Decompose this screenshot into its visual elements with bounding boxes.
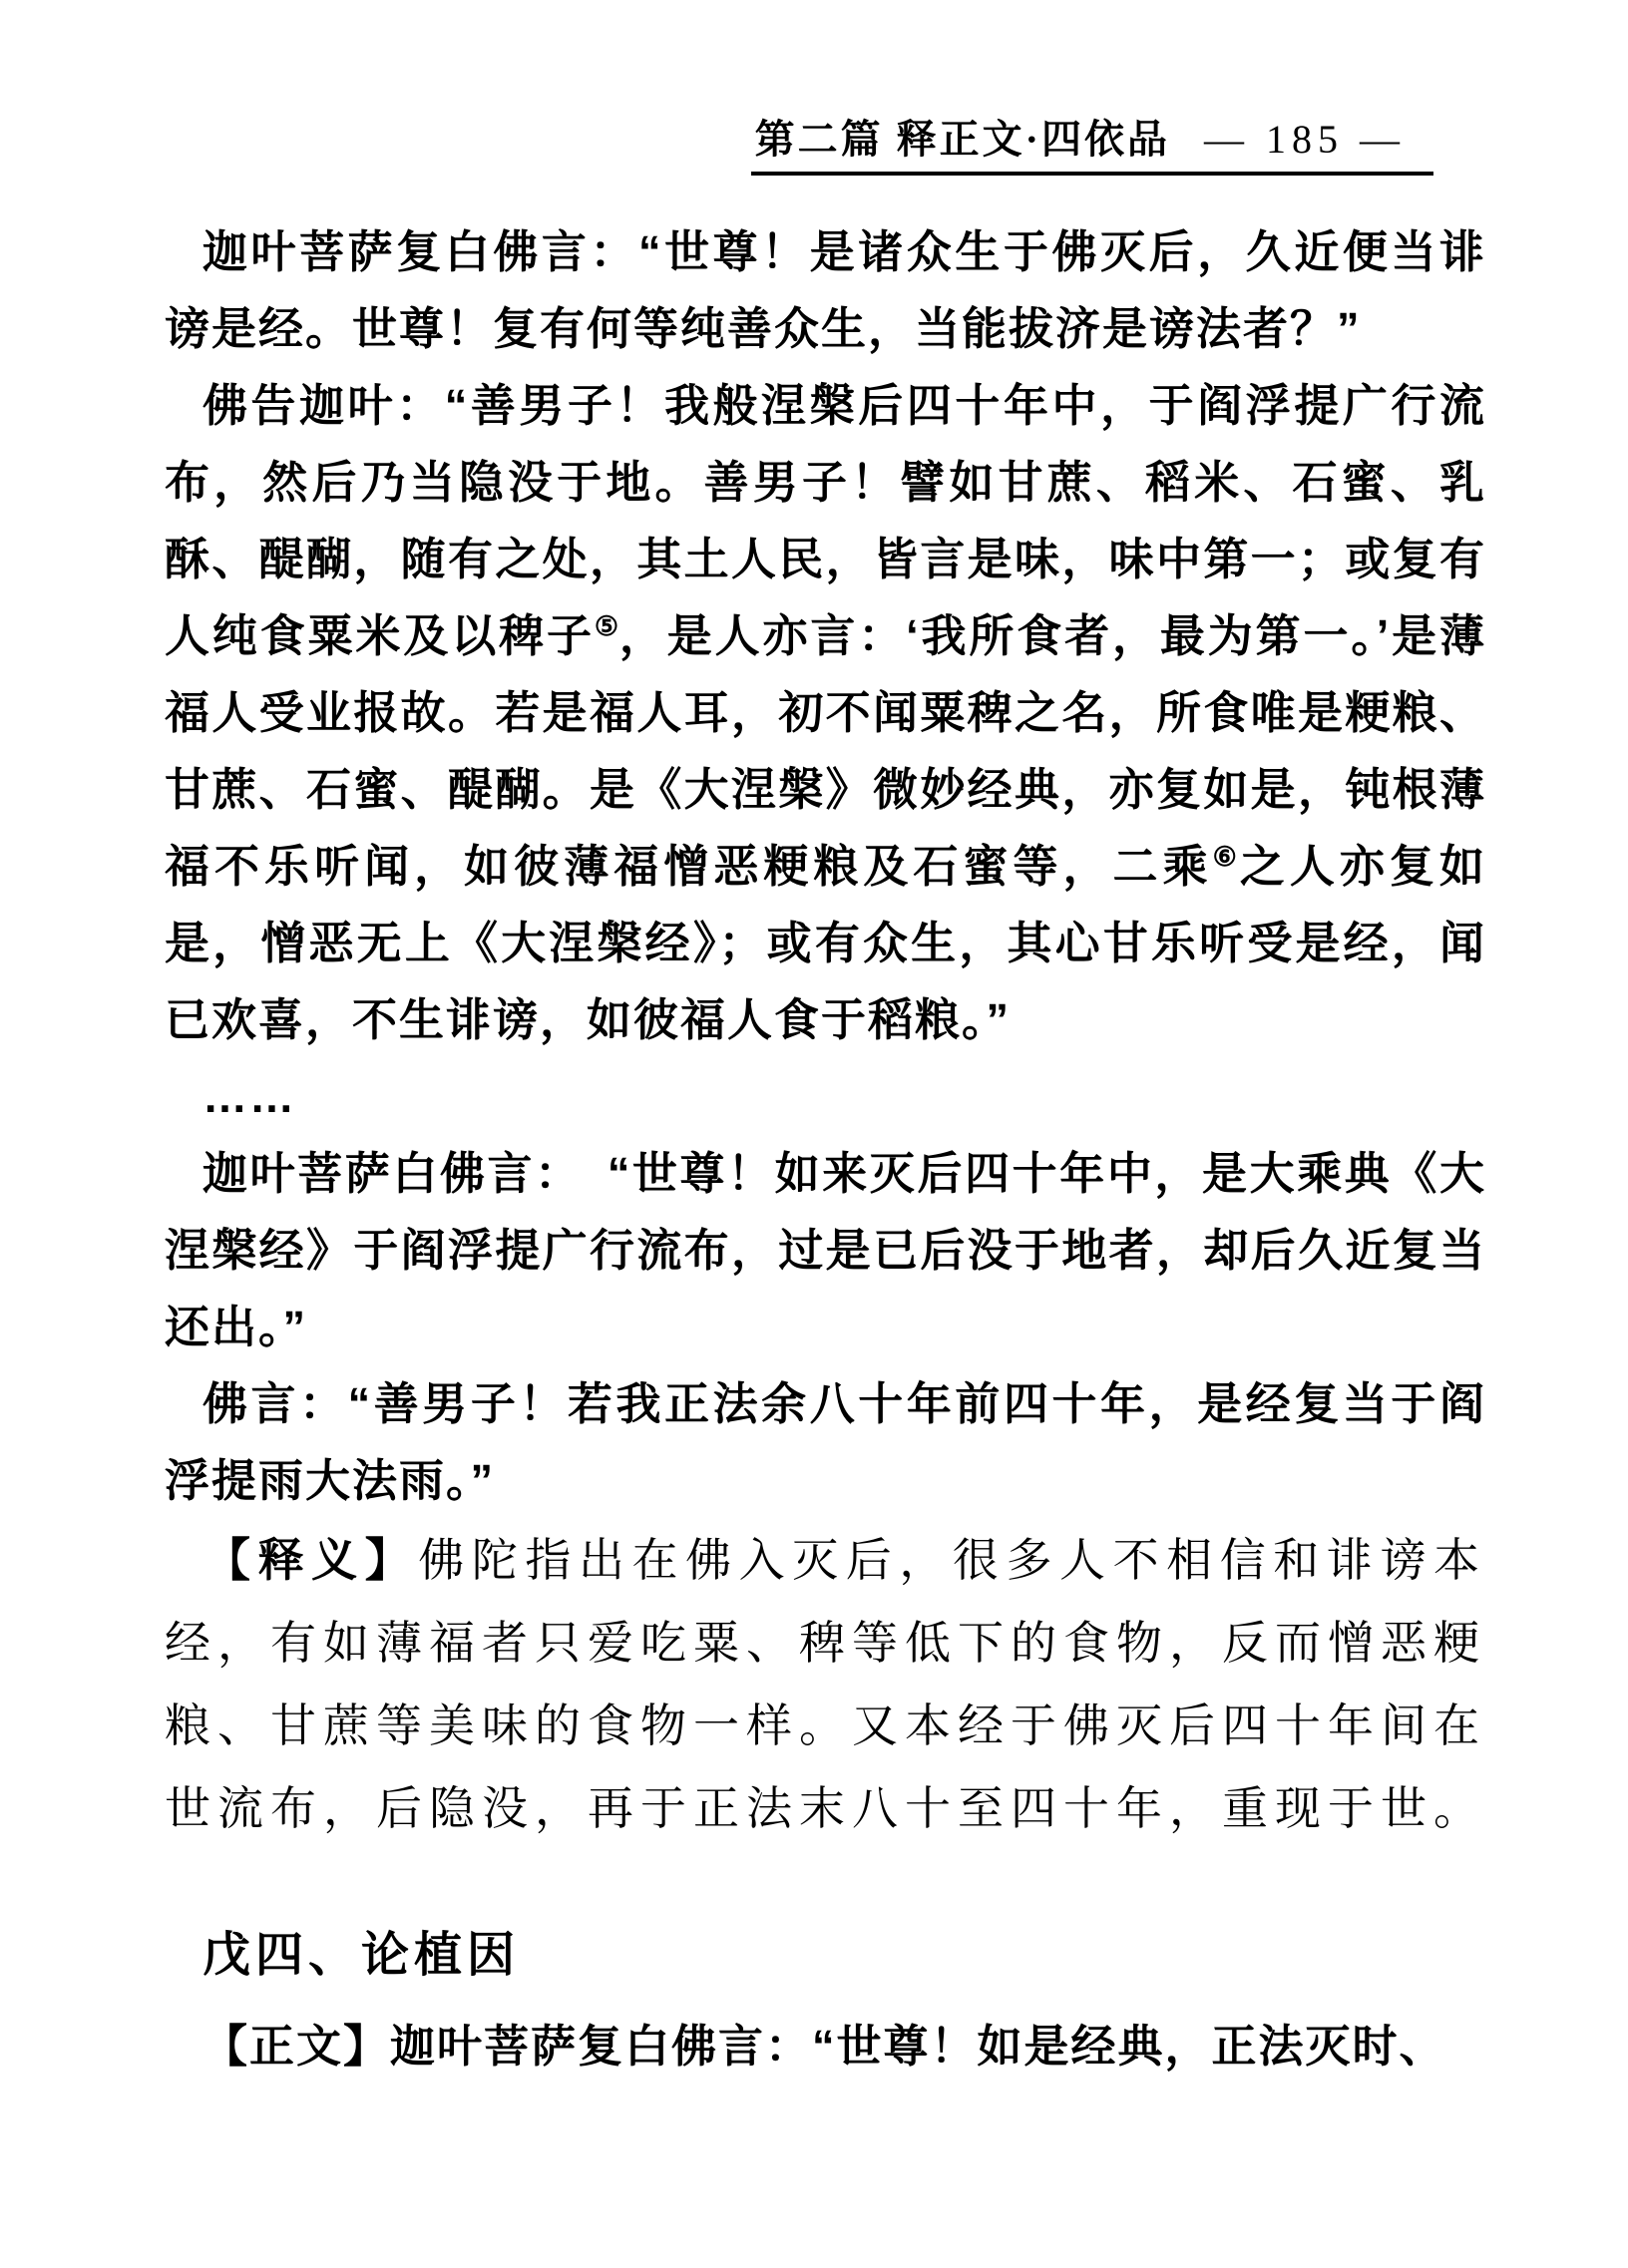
source-paragraph: 【正文】迦叶菩萨复白佛言：“世尊！如是经典，正法灭时、 (203, 2021, 1446, 2072)
page-body (165, 213, 1486, 2084)
commentary-label: 【释义】 (204, 1535, 419, 1586)
chapter-title: 第二篇 释正文·四依品 (754, 117, 1170, 162)
sutra-paragraph-2-text-c: 之人亦复如是，憎恶无上《大涅槃经》；或有众生，其心甘乐听受是经，闻已欢喜，不生诽谤，如彼福人食于稻粮。” (165, 841, 1486, 1045)
running-head (751, 118, 1433, 176)
sutra-paragraph-3: 迦叶菩萨白佛言： “世尊！如来灭后四十年中，是大乘典《大涅槃经》于阎浮提广行流布，过是已后没于地者，却后久近复当还出。” (165, 1148, 1486, 1352)
commentary-paragraph (165, 1519, 1486, 1850)
commentary-text: 佛陀指出在佛入灭后，很多人不相信和诽谤本经，有如薄福者只爱吃粟、稗等低下的食物，反而憎恶粳粮、甘蔗等美味的食物一样。又本经于佛灭后四十年间在世流布，后隐没，再于正法末八十至四十年，重现于世。 (165, 1535, 1487, 1834)
footnote-marker-5: ⑤ (594, 611, 619, 641)
sutra-paragraph-1: 迦叶菩萨复白佛言：“世尊！是诸众生于佛灭后，久近便当诽谤是经。世尊！复有何等纯善众生，当能拔济是谤法者？” (165, 226, 1486, 354)
sutra-paragraph-2-text-a: 佛告迦叶：“善男子！我般涅槃后四十年中，于阎浮提广行流布，然后乃当隐没于地。善男子！譬如甘蔗、稻米、石蜜、乳酥、醍醐，随有之处，其土人民，皆言是味，味中第一；或复有人纯食粟米及以稗子 (165, 380, 1486, 661)
sutra-paragraph-4: 佛言：“善男子！若我正法余八十年前四十年，是经复当于阎浮提雨大法雨。” (165, 1378, 1486, 1506)
footnote-marker-6: ⑥ (1212, 842, 1240, 872)
page-number: — 185 — (1204, 117, 1406, 162)
sutra-paragraph-2 (165, 367, 1486, 1058)
sutra-paragraph-2-text-b: ，是人亦言：‘我所食者，最为第一。’是薄福人受业报故。若是福人耳，初不闻粟稗之名，所食唯是粳粮、甘蔗、石蜜、醍醐。是《大涅槃》微妙经典，亦复如是，钝根薄福不乐听闻，如彼薄福憎恶粳粮及石蜜等，二乘 (165, 610, 1486, 892)
section-heading: 戊四、论植因 (203, 1929, 521, 1982)
ellipsis-line: …… (203, 1071, 296, 1122)
page-header (751, 118, 1433, 176)
